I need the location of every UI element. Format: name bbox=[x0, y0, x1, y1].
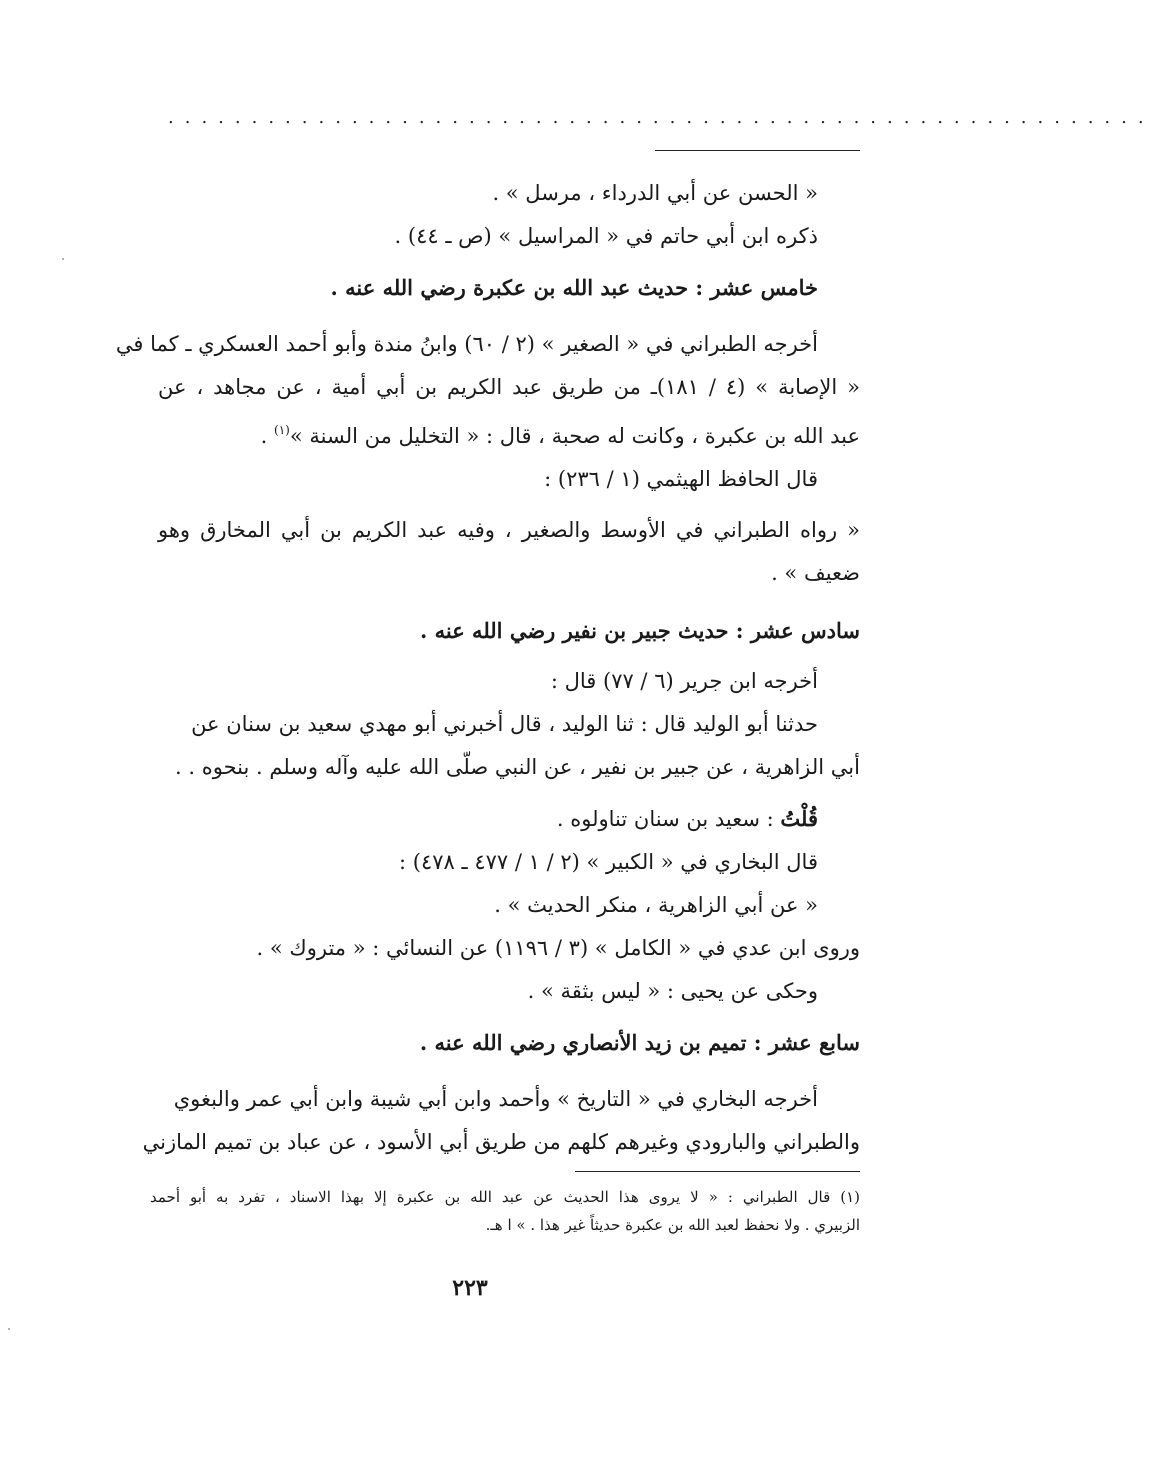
page-body bbox=[115, 172, 860, 1164]
text-line: وحكى عن يحيى : « ليس بثقة » . bbox=[527, 979, 818, 1003]
text-span: : سعيد بن سنان تناولوه . bbox=[556, 807, 781, 831]
footnote-rule bbox=[575, 1171, 860, 1172]
header-dotted-rule: ........................................................... bbox=[168, 107, 1155, 128]
text-line: أخرجه ابن جرير (٦ / ٧٧) قال : bbox=[550, 669, 818, 693]
text-line: « الحسن عن أبي الدرداء ، مرسل » . bbox=[492, 181, 818, 205]
text-line: حدثنا أبو الوليد قال : ثنا الوليد ، قال أخبرني أبو مهدي سعيد بن سنان عن bbox=[191, 712, 818, 736]
spacer bbox=[158, 501, 860, 509]
section-heading-15: خامس عشر : حديث عبد الله بن عكبرة رضي الله عنه . bbox=[330, 275, 818, 300]
spacer bbox=[158, 1013, 860, 1021]
spacer bbox=[158, 595, 860, 609]
header-rule bbox=[655, 150, 860, 151]
text-span: . bbox=[260, 424, 275, 448]
footnote-line: الزبيري . ولا نحفظ لعبد الله بن عكبرة حديثاً غير هذا . » ا هـ. bbox=[485, 1216, 860, 1234]
text-line: أبي الزاهرية ، عن جبير بن نفير ، عن النبي صلّى الله عليه وآله وسلم . بنحوه . . bbox=[175, 755, 860, 779]
spacer bbox=[158, 1064, 860, 1078]
text-line bbox=[158, 797, 860, 841]
text-line: « رواه الطبراني في الأوسط والصغير ، وفيه عبد الكريم بن أبي المخارق وهو bbox=[158, 518, 860, 542]
qult-lead: قُلْتُ bbox=[780, 806, 818, 831]
text-line: قال البخاري في « الكبير » (٢ / ١ / ٤٧٧ ـ ٤٧٨) : bbox=[399, 850, 818, 874]
section-heading-16: سادس عشر : حديث جبير بن نفير رضي الله عنه . bbox=[420, 618, 860, 643]
text-line: والطبراني والبارودي وغيرهم كلهم من طريق أبي الأسود ، عن عباد بن تميم المازني bbox=[142, 1130, 860, 1154]
footnote-line: (١) قال الطبراني : « لا يروى هذا الحديث عن عبد الله بن عكبرة إلا بهذا الاسناد ، تفرد به أبو أحمد bbox=[150, 1188, 861, 1206]
text-line bbox=[158, 409, 860, 458]
text-span: عبد الله بن عكبرة ، وكانت له صحبة ، قال : « التخليل من السنة » bbox=[289, 424, 860, 448]
scan-speck bbox=[8, 1328, 10, 1330]
text-line: ذكره ابن أبي حاتم في « المراسيل » (ص ـ ٤٤) . bbox=[394, 224, 818, 248]
page-number: ٢٢٣ bbox=[452, 1275, 488, 1301]
spacer bbox=[158, 258, 860, 266]
footnote-ref[interactable]: (١) bbox=[274, 423, 290, 437]
scan-speck bbox=[62, 258, 64, 260]
section-heading-17: سابع عشر : تميم بن زيد الأنصاري رضي الله عنه . bbox=[419, 1030, 860, 1055]
spacer bbox=[158, 309, 860, 323]
text-line: « الإصابة » (٤ / ١٨١)ـ من طريق عبد الكريم بن أبي أمية ، عن مجاهد ، عن bbox=[158, 375, 860, 399]
text-line: وروى ابن عدي في « الكامل » (٣ / ١١٩٦) عن النسائي : « متروك » . bbox=[256, 936, 860, 960]
text-line: « عن أبي الزاهرية ، منكر الحديث » . bbox=[494, 893, 818, 917]
text-line: أخرجه البخاري في « التاريخ » وأحمد وابن أبي شيبة وابن أبي عمر والبغوي bbox=[173, 1087, 818, 1111]
spacer bbox=[158, 652, 860, 660]
spacer bbox=[158, 789, 860, 797]
text-line: ضعيف » . bbox=[771, 561, 860, 585]
text-line: قال الحافظ الهيثمي (١ / ٢٣٦) : bbox=[544, 467, 818, 491]
text-line: أخرجه الطبراني في « الصغير » (٢ / ٦٠) وابنُ مندة وأبو أحمد العسكري ـ كما في bbox=[115, 332, 818, 356]
footnotes bbox=[150, 1183, 860, 1239]
